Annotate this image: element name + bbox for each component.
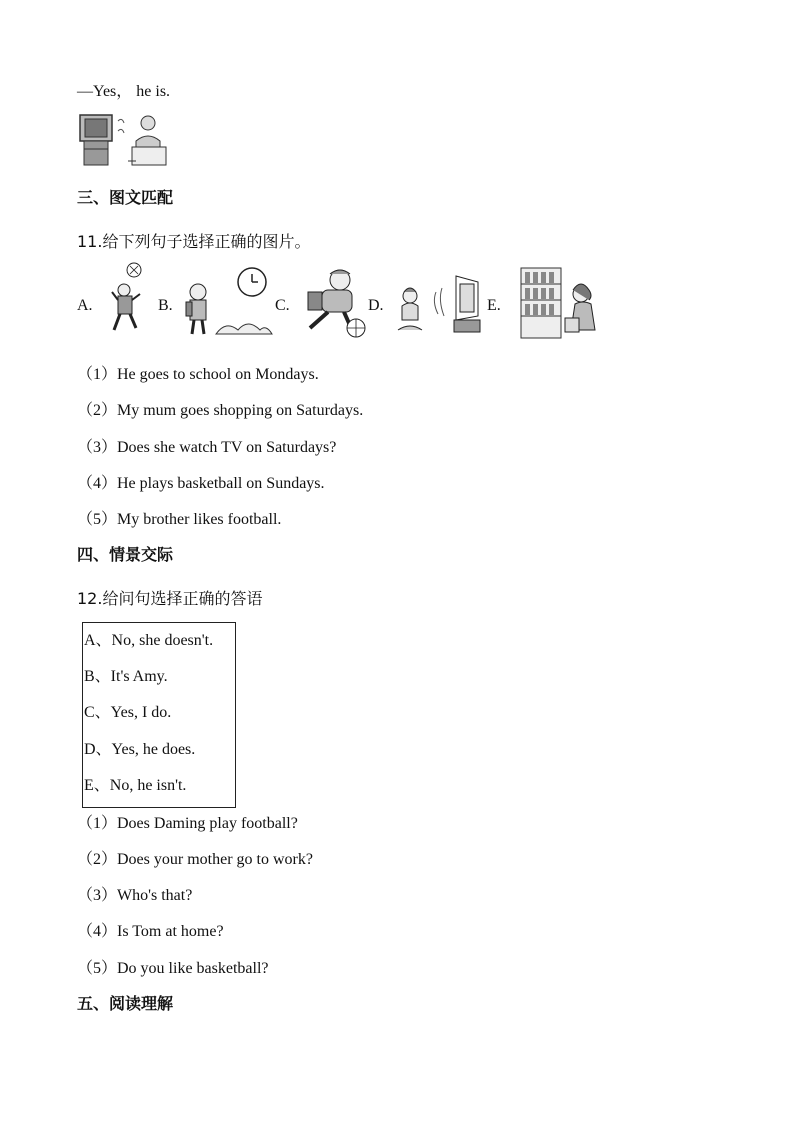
section4-heading: 四、情景交际 xyxy=(77,545,174,564)
girl-watching-tv-icon xyxy=(396,272,486,336)
boy-school-clock-icon xyxy=(184,264,274,340)
option-letter-e: E. xyxy=(487,297,501,314)
q11-sentence-3: （3）Does she watch TV on Saturdays? xyxy=(77,439,337,456)
q12-question-2: （2）Does your mother go to work? xyxy=(77,851,313,868)
intro-answer: —Yes， he is. xyxy=(77,83,171,100)
q12-question-3: （3）Who's that? xyxy=(77,887,193,904)
q11-sentence-4: （4）He plays basketball on Sundays. xyxy=(77,475,325,492)
q12-prompt: 12.给问句选择正确的答语 xyxy=(77,589,263,608)
q11-prompt: 11.给下列句子选择正确的图片。 xyxy=(77,232,311,251)
answer-option-d: D、Yes, he does. xyxy=(84,741,196,758)
q12-question-1: （1）Does Daming play football? xyxy=(77,815,298,832)
option-letter-d: D. xyxy=(368,297,384,314)
q12-question-5: （5）Do you like basketball? xyxy=(77,960,269,977)
answer-option-c: C、Yes, I do. xyxy=(84,704,172,721)
boy-football-icon xyxy=(108,262,148,344)
answer-option-e: E、No, he isn't. xyxy=(84,777,187,794)
q12-question-4: （4）Is Tom at home? xyxy=(77,923,224,940)
q11-sentence-2: （2）My mum goes shopping on Saturdays. xyxy=(77,402,364,419)
answer-option-a: A、No, she doesn't. xyxy=(84,632,214,649)
option-letter-c: C. xyxy=(275,297,290,314)
woman-shopping-icon xyxy=(519,266,607,340)
boy-basketball-icon xyxy=(300,268,370,340)
option-letter-a: A. xyxy=(77,297,93,314)
option-letter-b: B. xyxy=(158,297,173,314)
q11-sentence-1: （1）He goes to school on Mondays. xyxy=(77,366,319,383)
section5-heading: 五、阅读理解 xyxy=(77,994,174,1013)
boy-watching-tv-icon xyxy=(78,111,168,169)
section3-heading: 三、图文匹配 xyxy=(77,188,174,207)
answer-option-b: B、It's Amy. xyxy=(84,668,168,685)
answer-options-box xyxy=(82,622,236,808)
q11-sentence-5: （5）My brother likes football. xyxy=(77,511,282,528)
